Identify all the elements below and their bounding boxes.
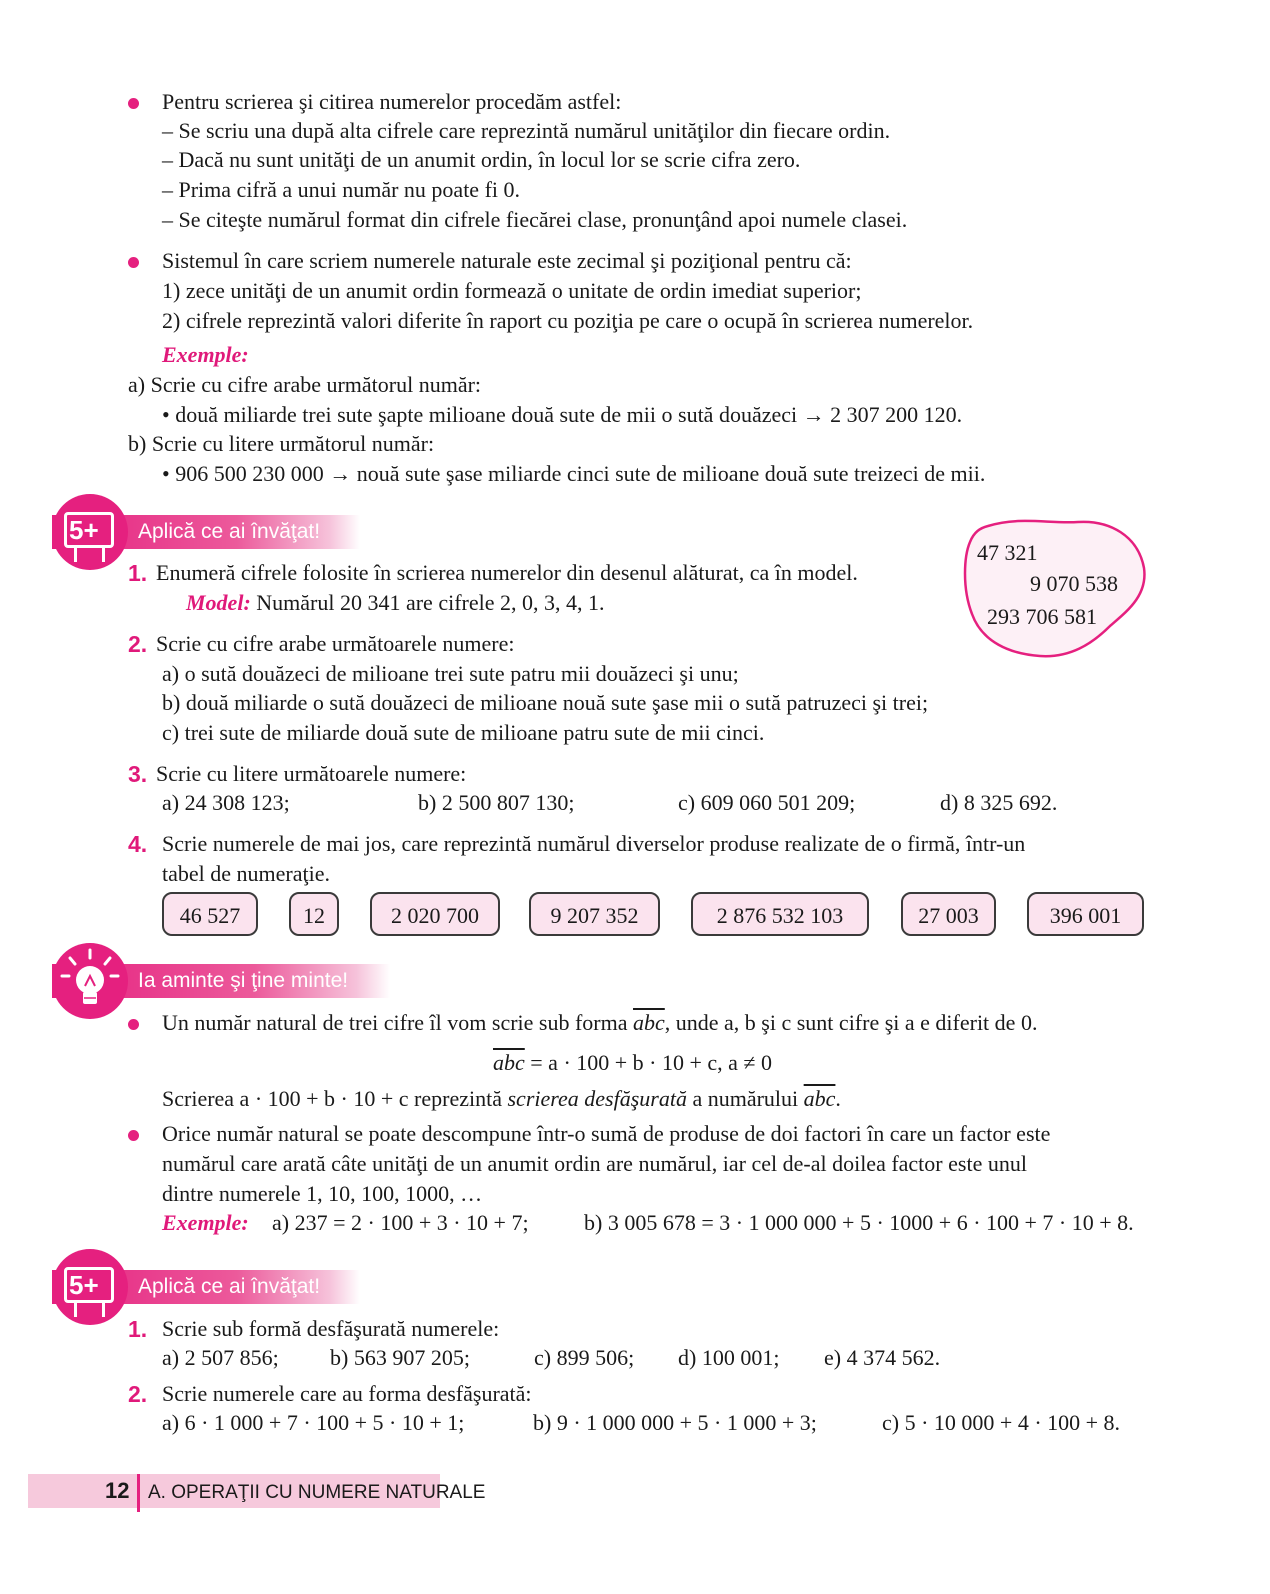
- number-box: 9 207 352: [529, 892, 660, 936]
- footer-divider: [137, 1474, 140, 1512]
- exercise-3-item: c) 609 060 501 209;: [678, 790, 856, 815]
- text: .: [835, 1086, 841, 1111]
- exercise-1-item: a) 2 507 856;: [162, 1345, 279, 1370]
- exercise-1-item: b) 563 907 205;: [330, 1345, 470, 1370]
- intro-bullet-2: Sistemul în care scriem numerele naturale este zecimal şi poziţional pentru că:: [162, 248, 852, 273]
- blob-number-3: 293 706 581: [987, 604, 1097, 629]
- section-title: Ia aminte şi ţine minte!: [138, 969, 349, 992]
- number-box: 46 527: [162, 892, 258, 936]
- abc-overline: $\overline{abc}$: [633, 1010, 665, 1035]
- exercise-3-text: Scrie cu litere următoarele numere:: [156, 761, 467, 786]
- formula-rhs: = a · 100 + b · 10 + c, a ≠ 0: [524, 1050, 773, 1075]
- badge-text: 5+: [69, 1270, 99, 1300]
- exercise-1-item: c) 899 506;: [534, 1345, 635, 1370]
- exercise-3-item: a) 24 308 123;: [162, 790, 290, 815]
- intro-bullet-1: Pentru scrierea şi citirea numerelor procedăm astfel:: [162, 89, 622, 114]
- example-b-item: • 906 500 230 000 → nouă sute şase miliarde cinci sute de milioane două sute treizeci de mii.: [162, 461, 986, 486]
- exercise-number: 3.: [128, 761, 148, 787]
- text: , unde a, b şi c sunt cifre şi a e diferit de 0.: [664, 1010, 1038, 1035]
- exercise-2-item: a) 6 · 1 000 + 7 · 100 + 5 · 10 + 1;: [162, 1410, 465, 1435]
- intro-dash-3: – Prima cifră a unui număr nu poate fi 0.: [162, 177, 521, 202]
- text: scrierea desfăşurată: [507, 1086, 687, 1111]
- number-box: 396 001: [1027, 892, 1144, 936]
- number-box: 2 876 532 103: [691, 892, 869, 936]
- decompose-line-1: Orice număr natural se poate descompune într-o sumă de produse de doi factori în care un factor este: [162, 1121, 1051, 1146]
- exercise-1-text: Enumeră cifrele folosite în scrierea numerelor din desenul alăturat, ca în model.: [156, 560, 858, 585]
- exercise-2a: a) o sută douăzeci de milioane trei sute patru mii douăzeci şi unu;: [162, 661, 739, 686]
- board-leg-icon: [74, 1303, 77, 1317]
- exercise-number: 2.: [128, 1381, 148, 1407]
- model-label: Model:: [186, 590, 251, 615]
- board-leg-icon: [74, 548, 77, 562]
- abc-line: [162, 1009, 1037, 1037]
- text: Scrierea a · 100 + b · 10 + c reprezintă: [162, 1086, 508, 1111]
- exercise-2b: b) două miliarde o sută douăzeci de milioane nouă sute şase mii o sută patruzeci şi trei;: [162, 690, 929, 715]
- bullet-icon: [128, 1130, 139, 1141]
- bullet-icon: [128, 98, 139, 109]
- decompose-example-a: a) 237 = 2 · 100 + 3 · 10 + 7;: [272, 1210, 529, 1235]
- number-box: 2 020 700: [370, 892, 500, 936]
- exercise-2-text: Scrie cu cifre arabe următoarele numere:: [156, 631, 515, 656]
- intro-dash-4: – Se citeşte numărul format din cifrele fiecărei clase, pronunţând apoi numele clasei.: [162, 207, 908, 232]
- exercise-number: 2.: [128, 631, 148, 657]
- exercise-2-text: Scrie numerele care au forma desfăşurată:: [162, 1381, 532, 1406]
- model-line: [186, 589, 605, 617]
- lightbulb-icon: [58, 946, 122, 1016]
- blob-number-2: 9 070 538: [1030, 571, 1118, 596]
- board-leg-icon: [102, 1303, 105, 1317]
- text: Un număr natural de trei cifre îl vom scrie sub forma: [162, 1010, 634, 1035]
- decompose-line-3: dintre numerele 1, 10, 100, 1000, …: [162, 1181, 483, 1206]
- examples-label: Exemple:: [162, 342, 249, 367]
- example-a-item: • două miliarde trei sute şapte milioane două sute de mii o sută douăzeci → 2 307 200 120.: [162, 402, 963, 427]
- board-leg-icon: [102, 548, 105, 562]
- exercise-2-item: c) 5 · 10 000 + 4 · 100 + 8.: [882, 1410, 1121, 1435]
- exercise-3-item: b) 2 500 807 130;: [418, 790, 575, 815]
- exercise-1-item: e) 4 374 562.: [824, 1345, 941, 1370]
- number-box: 27 003: [901, 892, 996, 936]
- abc-overline: $\overline{abc}$: [493, 1050, 525, 1075]
- intro-point-1: 1) zece unităţi de un anumit ordin formează o unitate de ordin imediat superior;: [162, 278, 862, 303]
- section-title: Aplică ce ai învăţat!: [138, 1275, 321, 1298]
- exercise-3-item: d) 8 325 692.: [940, 790, 1058, 815]
- intro-dash-1: – Se scriu una după alta cifrele care reprezintă numărul unităţilor din fiecare ordin.: [162, 118, 891, 143]
- exercise-1-item: d) 100 001;: [678, 1345, 780, 1370]
- examples-label: Exemple:: [162, 1210, 249, 1235]
- page-number: 12: [105, 1478, 130, 1503]
- expanded-form-line: [162, 1085, 841, 1113]
- exercise-2c: c) trei sute de miliarde două sute de milioane patru sute de mii cinci.: [162, 720, 765, 745]
- exercise-4-line-2: tabel de numeraţie.: [162, 861, 330, 886]
- text: a numărului: [686, 1086, 804, 1111]
- example-b: b) Scrie cu litere următorul număr:: [128, 431, 435, 456]
- intro-dash-2: – Dacă nu sunt unităţi de un anumit ordin, în locul lor se scrie cifra zero.: [162, 147, 801, 172]
- chapter-title: A. OPERAŢII CU NUMERE NATURALE: [148, 1482, 486, 1503]
- section-title: Aplică ce ai învăţat!: [138, 520, 321, 543]
- blob-number-1: 47 321: [977, 540, 1038, 565]
- formula: [493, 1049, 772, 1077]
- exercise-number: 4.: [128, 831, 148, 857]
- exercise-2-item: b) 9 · 1 000 000 + 5 · 1 000 + 3;: [533, 1410, 817, 1435]
- model-text: Numărul 20 341 are cifrele 2, 0, 3, 4, 1.: [250, 590, 605, 615]
- bullet-icon: [128, 1019, 139, 1030]
- badge-text: 5+: [69, 515, 99, 545]
- decompose-line-2: numărul care arată câte unităţi de un anumit ordin are numărul, iar cel de-al doilea factor este unul: [162, 1151, 1027, 1176]
- exercise-number: 1.: [128, 560, 148, 586]
- example-a: a) Scrie cu cifre arabe următorul număr:: [128, 372, 482, 397]
- exercise-1-text: Scrie sub formă desfăşurată numerele:: [162, 1316, 500, 1341]
- number-box: 12: [289, 892, 339, 936]
- exercise-number: 1.: [128, 1316, 148, 1342]
- abc-overline: $\overline{abc}$: [803, 1086, 836, 1111]
- bullet-icon: [128, 257, 139, 268]
- decompose-example-b: b) 3 005 678 = 3 · 1 000 000 + 5 · 1000 + 6 · 100 + 7 · 10 + 8.: [584, 1210, 1134, 1235]
- intro-point-2: 2) cifrele reprezintă valori diferite în raport cu poziţia pe care o ocupă în scrierea numerelor.: [162, 308, 974, 333]
- exercise-4-line-1: Scrie numerele de mai jos, care reprezintă numărul diverselor produse realizate de o firmă, într-un: [162, 831, 1026, 856]
